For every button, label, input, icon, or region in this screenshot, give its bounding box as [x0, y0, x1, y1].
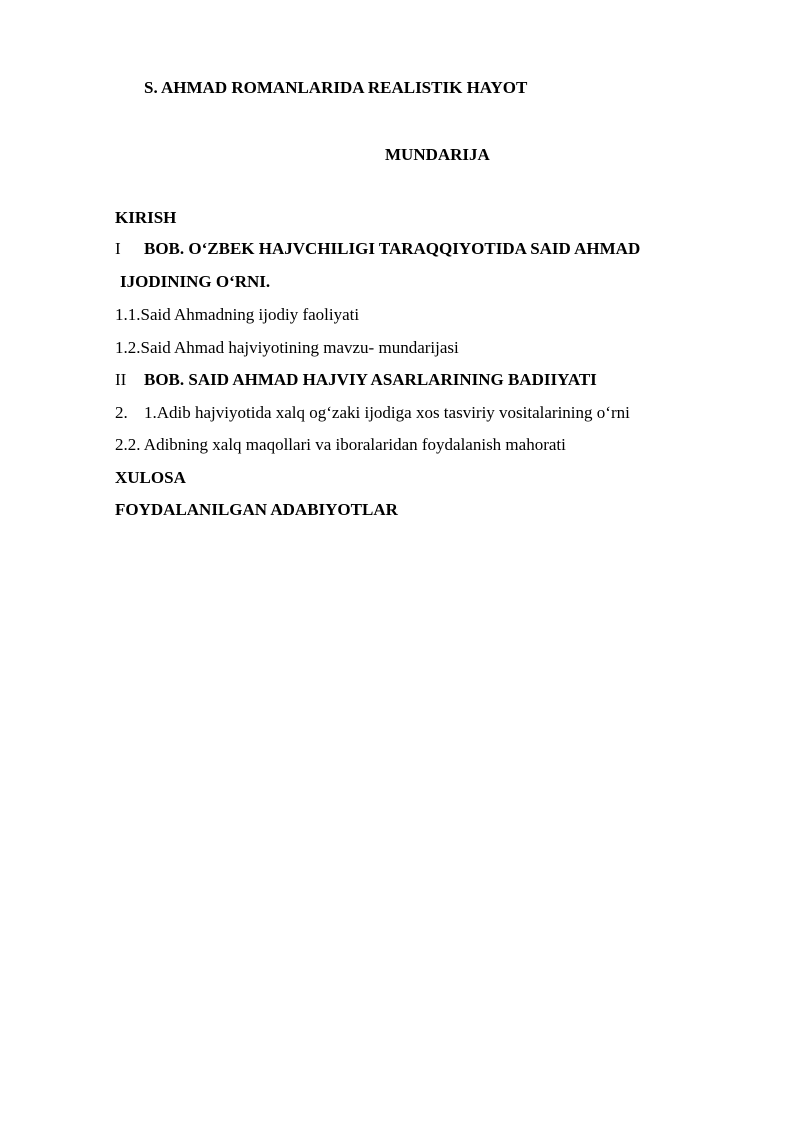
- toc-entry-xulosa: XULOSA: [115, 468, 186, 487]
- toc-entry-number: I: [115, 239, 121, 258]
- toc-entry-kirish: KIRISH: [115, 208, 177, 227]
- toc-entry-references: FOYDALANILGAN ADABIYOTLAR: [115, 500, 398, 519]
- toc-entry-title: BOB. SAID AHMAD HAJVIY ASARLARINING BADIIYATI: [144, 370, 597, 389]
- toc-entry-number: 1.2.: [115, 338, 141, 357]
- toc-entry-number: 2.: [115, 403, 128, 422]
- toc-entry-number: 1.1.: [115, 305, 141, 324]
- toc-entry-number: 2.2.: [115, 435, 141, 454]
- toc-entry-number: II: [115, 370, 127, 389]
- toc-entry-section-1-2: [115, 338, 459, 358]
- toc-entry-section-2-1: [115, 403, 630, 423]
- toc-heading: MUNDARIJA: [385, 145, 490, 164]
- toc-entry-title: Said Ahmadning ijodiy faoliyati: [140, 305, 360, 324]
- toc-entry-chapter-2: [115, 370, 597, 390]
- document-title: S. AHMAD ROMANLARIDA REALISTIK HAYOT: [144, 78, 528, 97]
- toc-entry-title: Adibning xalq maqollari va iboralaridan foydalanish mahorati: [140, 435, 566, 454]
- toc-entry-title: 1.Adib hajviyotida xalq og‘zaki ijodiga xos tasviriy vositalarining o‘rni: [144, 403, 630, 422]
- toc-entry-title: BOB. O‘ZBEK HAJVCHILIGI TARAQQIYOTIDA SAID AHMAD: [144, 239, 641, 258]
- toc-entry-section-2-2: [115, 435, 566, 455]
- toc-entry-chapter-1-continued: IJODINING O‘RNI.: [120, 272, 271, 291]
- toc-entry-section-1-1: [115, 305, 359, 325]
- toc-entry-title: Said Ahmad hajviyotining mavzu- mundarijasi: [140, 338, 459, 357]
- toc-entry-chapter-1: [115, 239, 640, 259]
